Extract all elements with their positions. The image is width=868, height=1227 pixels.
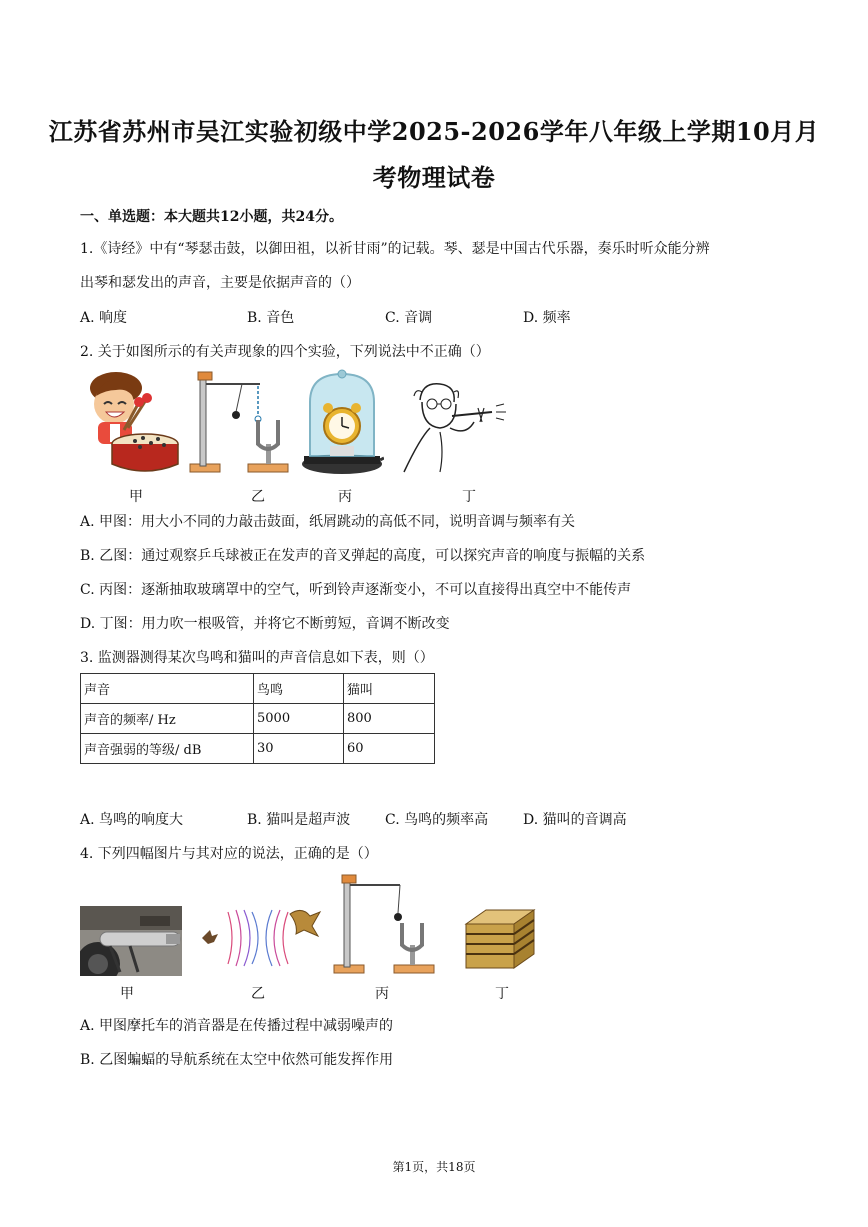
q2-option-b: B. 乙图：通过观察乒乓球被正在发声的音叉弹起的高度，可以探究声音的响度与振幅的关系	[80, 548, 646, 564]
table-cell: 60	[344, 734, 435, 764]
man-blowing-straw-figure	[400, 378, 518, 474]
table-cell: 30	[254, 734, 344, 764]
bats-echolocation-figure	[198, 906, 326, 970]
tuning-fork-pendulum-figure	[330, 873, 440, 977]
q2-caption-ding: 丁	[462, 489, 476, 505]
q4-option-b: B. 乙图蝙蝠的导航系统在太空中依然可能发挥作用	[80, 1052, 394, 1068]
section-heading: 一、单选题：本大题共12小题，共24分。	[80, 209, 343, 225]
table-cell: 声音强弱的等级/ dB	[81, 734, 254, 764]
drum-boy-figure	[80, 368, 180, 478]
q2-stem: 2. 关于如图所示的有关声现象的四个实验，下列说法中不正确（）	[80, 344, 490, 360]
q4-caption-jia: 甲	[120, 986, 134, 1002]
sound-insulation-box-figure	[462, 906, 538, 972]
q2-option-c: C. 丙图：逐渐抽取玻璃罩中的空气，听到铃声逐渐变小，不可以直接得出真空中不能传声	[80, 582, 632, 598]
tuning-fork-pendulum-figure	[186, 370, 296, 476]
q4-caption-yi: 乙	[251, 986, 265, 1002]
q3-option-c: C. 鸟鸣的频率高	[385, 812, 489, 828]
table-header-cell: 声音	[81, 674, 254, 704]
table-row	[81, 734, 435, 764]
q2-caption-jia: 甲	[129, 489, 143, 505]
q2-option-d: D. 丁图：用力吹一根吸管，并将它不断剪短，音调不断改变	[80, 616, 450, 632]
q3-option-a: A. 鸟鸣的响度大	[80, 812, 184, 828]
bell-jar-clock-figure	[300, 368, 384, 476]
exam-title-line2: 考物理试卷	[372, 163, 496, 192]
q2-caption-yi: 乙	[251, 489, 265, 505]
motorcycle-muffler-photo	[80, 906, 182, 976]
q1-option-a: A. 响度	[80, 310, 128, 326]
q3-option-b: B. 猫叫是超声波	[247, 812, 351, 828]
sound-data-table	[80, 673, 435, 764]
table-cell: 声音的频率/ Hz	[81, 704, 254, 734]
table-row	[81, 674, 435, 704]
q4-stem: 4. 下列四幅图片与其对应的说法，正确的是（）	[80, 846, 378, 862]
table-header-cell: 鸟鸣	[254, 674, 344, 704]
q1-stem-line2: 出琴和瑟发出的声音，主要是依据声音的（）	[80, 275, 360, 291]
q1-option-c: C. 音调	[385, 310, 433, 326]
q2-option-a: A. 甲图：用大小不同的力敲击鼓面，纸屑跳动的高低不同，说明音调与频率有关	[80, 514, 576, 530]
table-cell: 800	[344, 704, 435, 734]
q4-caption-ding: 丁	[495, 986, 509, 1002]
table-header-cell: 猫叫	[344, 674, 435, 704]
q1-option-d: D. 频率	[523, 310, 571, 326]
q3-option-d: D. 猫叫的音调高	[523, 812, 627, 828]
q1-stem-line1: 1.《诗经》中有“琴瑟击鼓，以御田祖，以祈甘雨”的记载。琴、瑟是中国古代乐器，奏乐时听众能分辨	[80, 241, 710, 257]
q4-option-a: A. 甲图摩托车的消音器是在传播过程中减弱噪声的	[80, 1018, 394, 1034]
q2-caption-bing: 丙	[338, 489, 352, 505]
exam-title-line1: 江苏省苏州市吴江实验初级中学2025-2026学年八年级上学期10月月	[48, 117, 820, 146]
q3-stem: 3. 监测器测得某次鸟鸣和猫叫的声音信息如下表，则（）	[80, 650, 434, 666]
q4-caption-bing: 丙	[375, 986, 389, 1002]
table-cell: 5000	[254, 704, 344, 734]
q1-option-b: B. 音色	[247, 310, 295, 326]
table-row	[81, 704, 435, 734]
page-footer: 第1页，共18页	[392, 1160, 476, 1174]
